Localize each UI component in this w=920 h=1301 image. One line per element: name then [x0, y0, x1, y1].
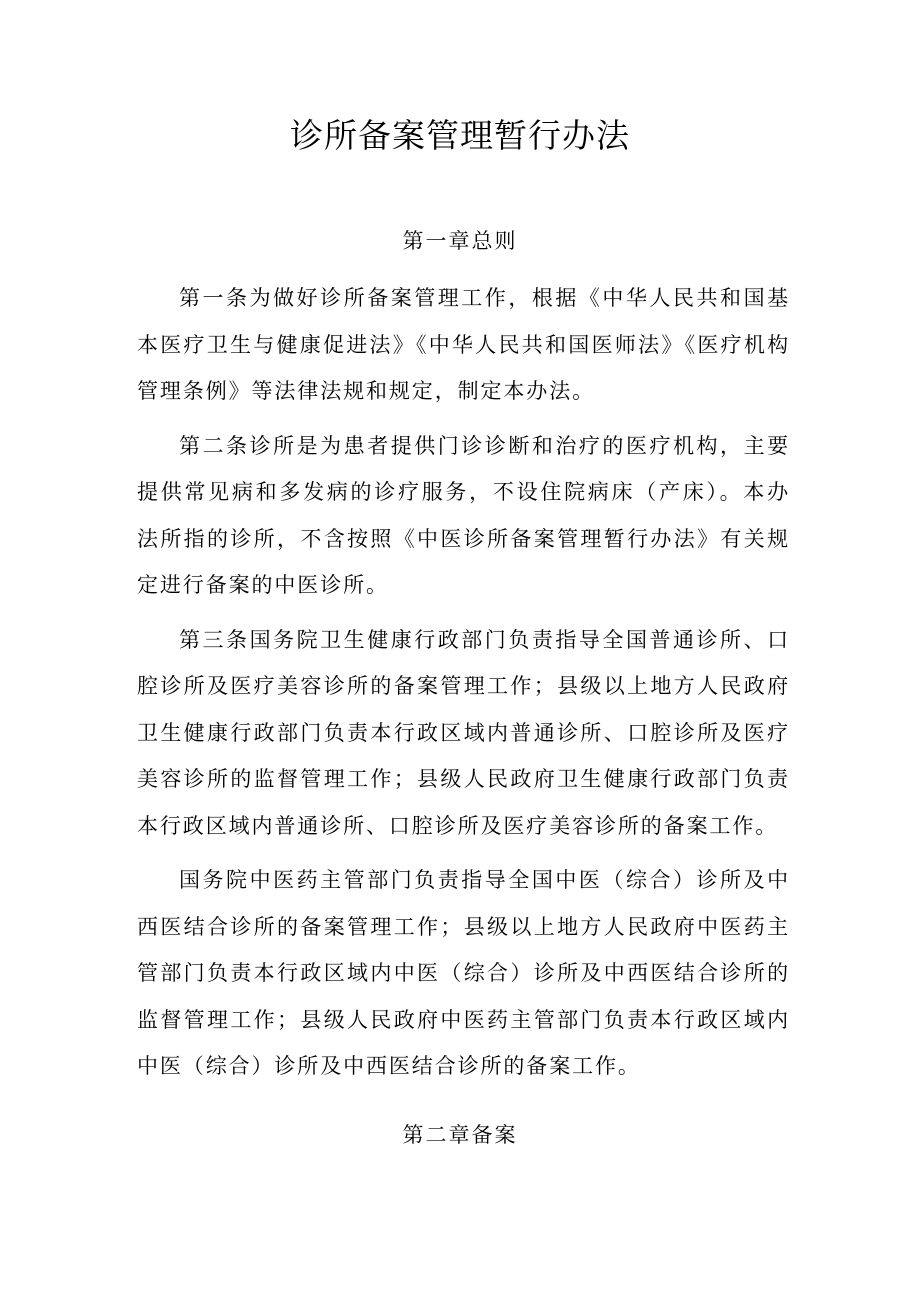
article-1-paragraph: 第一条为做好诊所备案管理工作，根据《中华人民共和国基本医疗卫生与健康促进法》《中华人民共和国医师法》《医疗机构管理条例》等法律法规和规定，制定本办法。	[137, 286, 790, 403]
article-3-paragraph: 第三条国务院卫生健康行政部门负责指导全国普通诊所、口腔诊所及医疗美容诊所的备案管理工作；县级以上地方人民政府卫生健康行政部门负责本行政区域内普通诊所、口腔诊所及医疗美容诊所的监督管理工作；县级人民政府卫生健康行政部门负责本行政区域内普通诊所、口腔诊所及医疗美容诊所的备案工作。	[137, 627, 790, 838]
chapter-heading-general: 第一章总则	[402, 229, 518, 253]
article-3-tcm-paragraph: 国务院中医药主管部门负责指导全国中医（综合）诊所及中西医结合诊所的备案管理工作；县级以上地方人民政府中医药主管部门负责本行政区域内中医（综合）诊所及中西医结合诊所的监督管理工作；县级人民政府中医药主管部门负责本行政区域内中医（综合）诊所及中西医结合诊所的备案工作。	[137, 868, 790, 1078]
article-2-paragraph: 第二条诊所是为患者提供门诊诊断和治疗的医疗机构，主要提供常见病和多发病的诊疗服务，不设住院病床（产床）。本办法所指的诊所，不含按照《中医诊所备案管理暂行办法》有关规定进行备案的中医诊所。	[137, 433, 790, 597]
chapter-heading-filing: 第二章备案	[402, 1123, 518, 1147]
chapter-body	[137, 275, 790, 1098]
document-title: 诊所备案管理暂行办法	[290, 116, 630, 155]
